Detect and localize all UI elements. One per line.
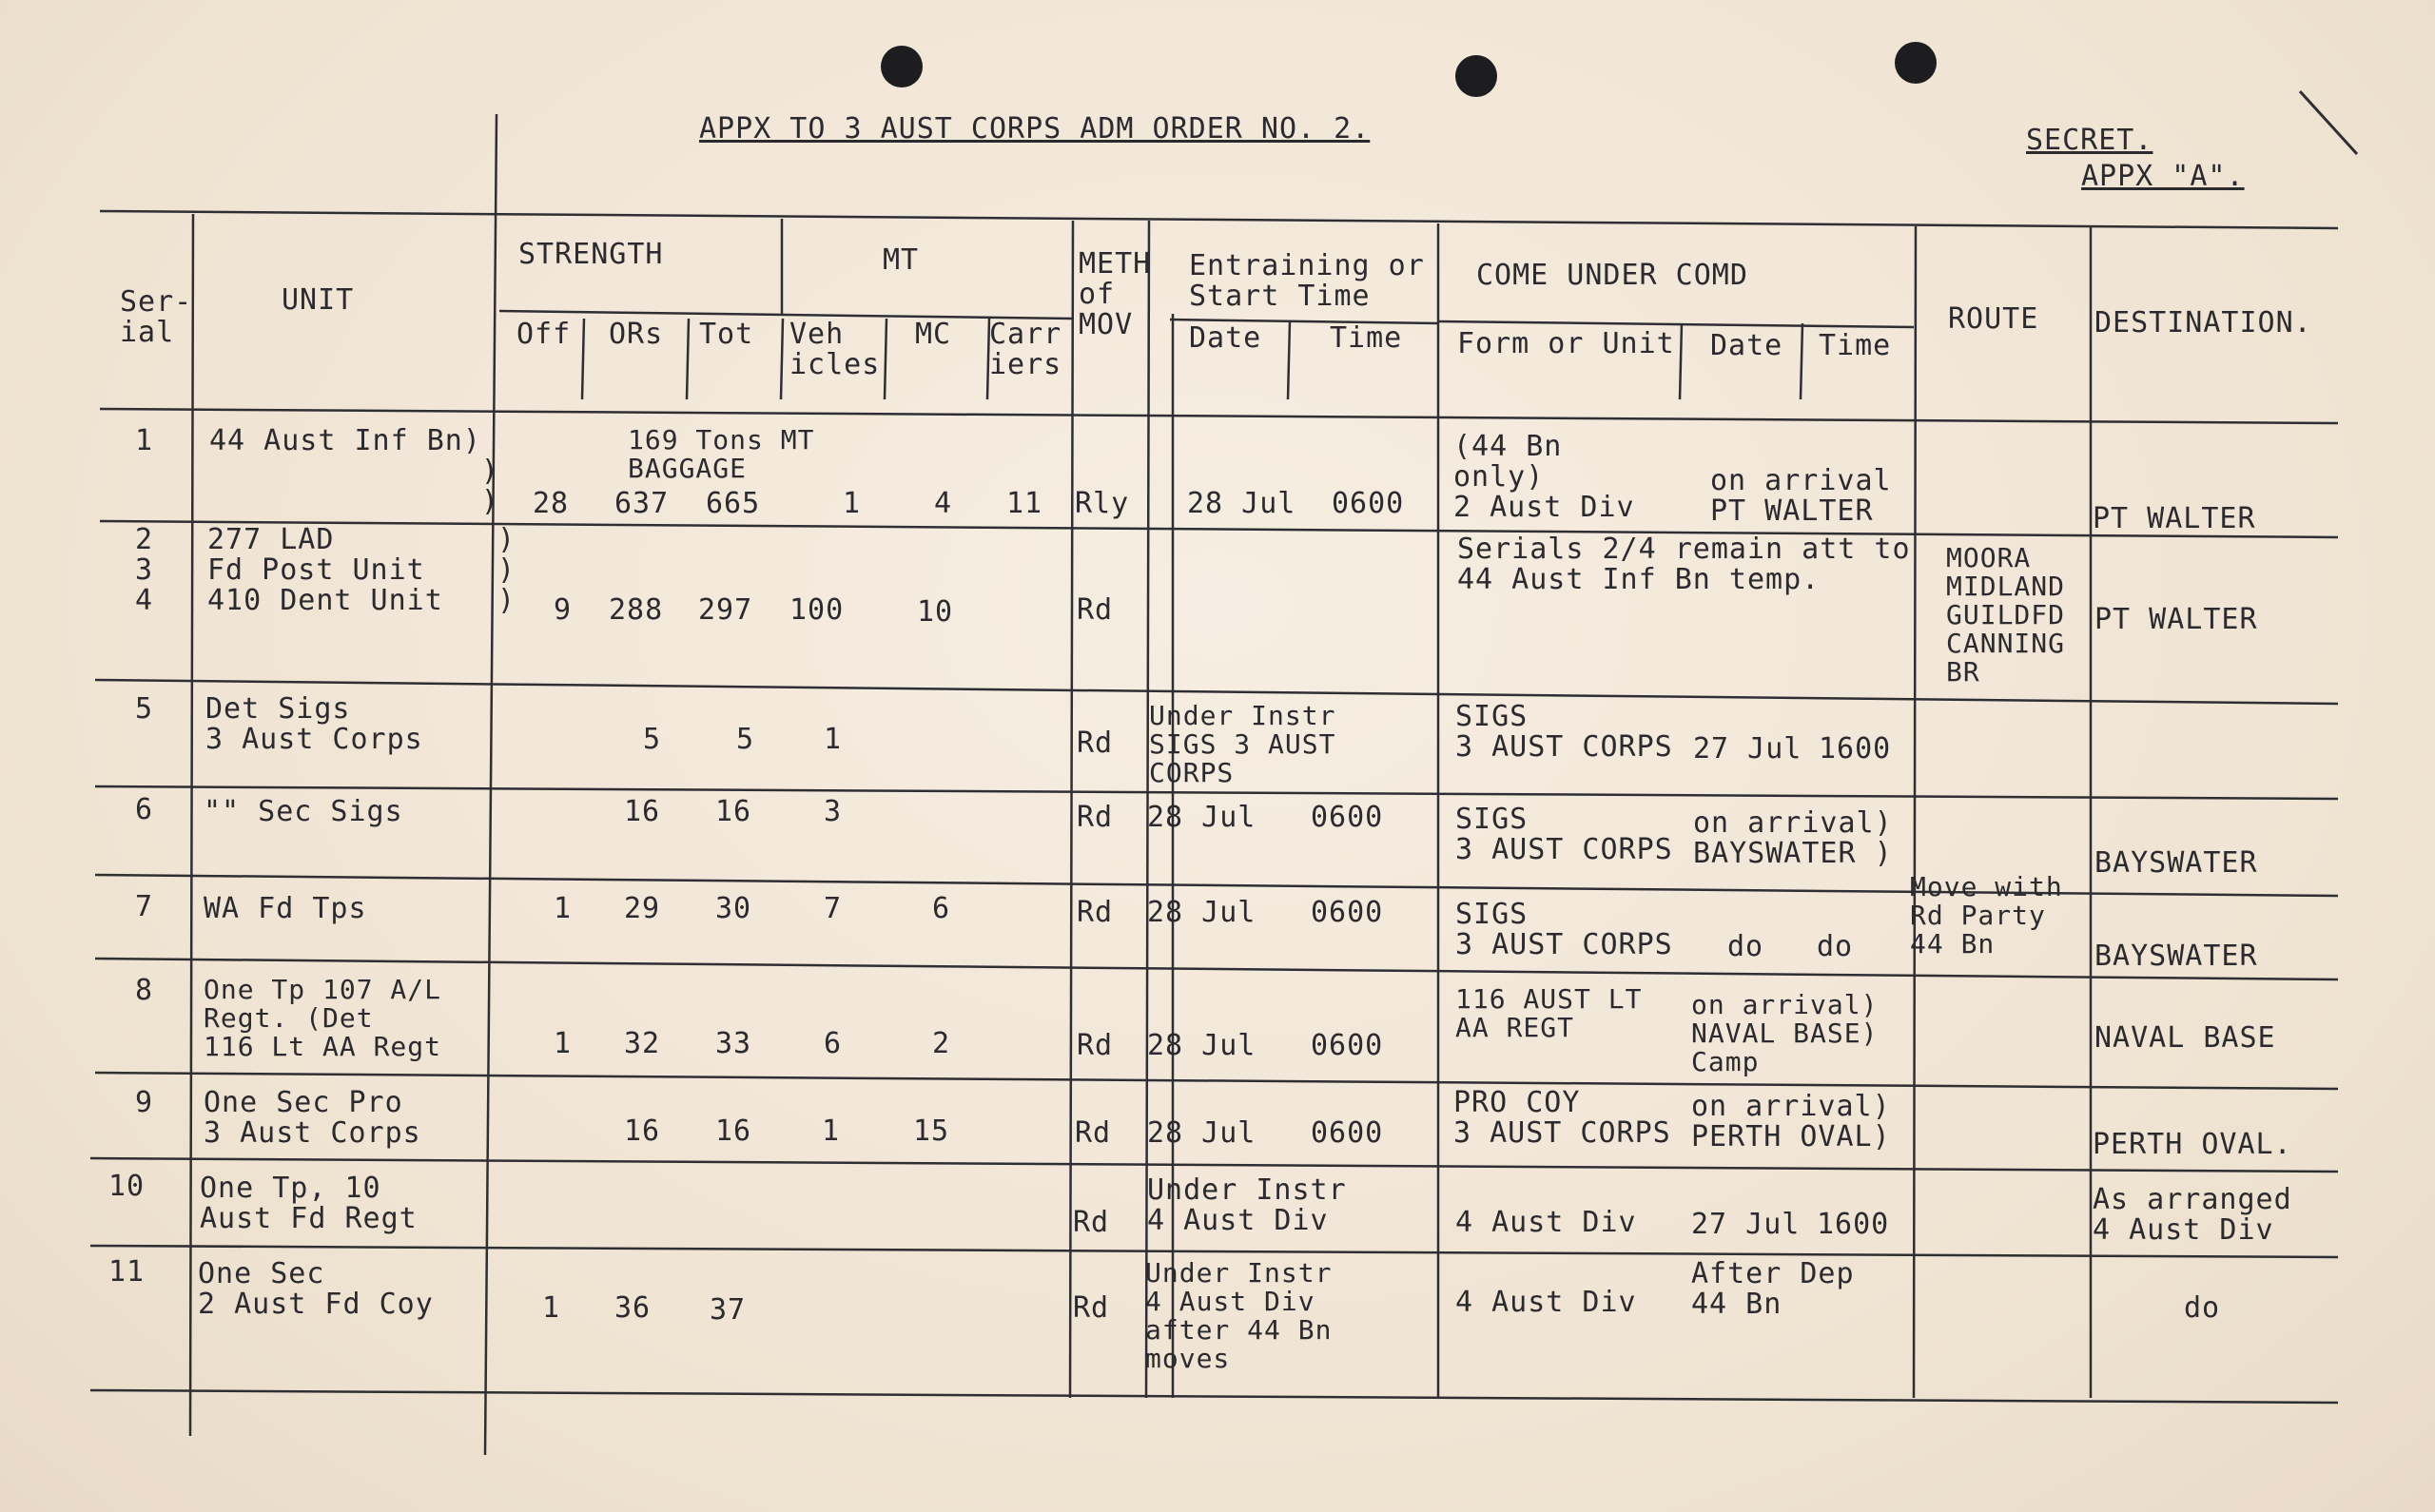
cell-ors: 36 — [614, 1291, 652, 1325]
cell-off: 1 — [554, 892, 573, 925]
cell-unit: 277 LAD ) Fd Post Unit ) 410 Dent Unit ) — [207, 523, 516, 617]
cell-form-unit: PRO COY 3 AUST CORPS — [1453, 1086, 1671, 1150]
cell-form-unit: Serials 2/4 remain att to 44 Aust Inf Bn temp. — [1457, 533, 1911, 596]
cell-meth: Rd — [1077, 727, 1114, 760]
cell-ors: 29 — [624, 892, 661, 925]
cell-destination: PT WALTER — [2093, 502, 2256, 535]
cell-cu-date: do — [1727, 930, 1764, 963]
cell-unit: WA Fd Tps — [204, 892, 367, 925]
cell-cu-date: 27 Jul — [1693, 732, 1802, 766]
cell-cu-date: on arrival) BAYSWATER ) — [1693, 806, 1893, 870]
col-header-entraining: Entraining or Start Time — [1189, 249, 1425, 313]
cell-meth: Rd — [1077, 1029, 1114, 1062]
cell-ent-date: 28 Jul — [1147, 1029, 1256, 1062]
col-header-serial: Ser- ial — [120, 285, 193, 349]
cell-tot: 5 — [736, 723, 755, 756]
cell-tot: 16 — [715, 795, 752, 828]
classification-label: SECRET. — [2026, 124, 2153, 157]
cell-ent-time: 0600 — [1311, 1116, 1384, 1150]
cell-cu-time: 1600 — [1819, 732, 1892, 766]
cell-meth: Rd — [1077, 896, 1114, 929]
cell-serial: 1 — [135, 424, 154, 457]
cell-mc: 6 — [932, 892, 951, 925]
col-header-meth: METH of MOV — [1079, 247, 1152, 341]
cell-vehicles: 1 — [824, 723, 843, 756]
cell-ent-time: 0600 — [1311, 1029, 1384, 1062]
cell-destination: BAYSWATER — [2094, 846, 2258, 880]
col-header-route: ROUTE — [1948, 302, 2039, 336]
cell-form-unit: 4 Aust Div — [1455, 1206, 1637, 1239]
cell-vehicles: 1 — [822, 1115, 841, 1148]
cell-cu-time: 1600 — [1817, 1208, 1890, 1241]
cell-tot: 30 — [715, 892, 752, 925]
cell-cu-time: do — [1817, 930, 1854, 963]
cell-ent-time: 0600 — [1311, 801, 1384, 834]
cell-meth: Rd — [1073, 1206, 1110, 1239]
cell-destination: PT WALTER — [2094, 603, 2258, 636]
cell-tot: 16 — [715, 1115, 752, 1148]
cell-destination: PERTH OVAL. — [2093, 1128, 2292, 1161]
cell-mc: 10 — [917, 595, 954, 629]
cell-ent-date: Under Instr SIGS 3 AUST CORPS — [1149, 700, 1336, 788]
cell-unit: 44 Aust Inf Bn) ) ) — [209, 424, 499, 518]
cell-cu-date: 27 Jul — [1691, 1208, 1801, 1241]
cell-route: MOORA MIDLAND GUILDFD CANNING BR — [1946, 542, 2066, 688]
cell-carriers: 11 — [1006, 487, 1043, 520]
cell-ent-date: Under Instr 4 Aust Div — [1147, 1173, 1347, 1237]
cell-form-unit: (44 Bn only) 2 Aust Div — [1453, 430, 1635, 524]
cell-serial: 11 — [108, 1255, 146, 1289]
cell-baggage-note: 169 Tons MT BAGGAGE — [628, 424, 815, 484]
cell-form-unit: 116 AUST LT AA REGT — [1455, 983, 1643, 1043]
cell-cu-date: on arrival) PERTH OVAL) — [1691, 1090, 1891, 1153]
cell-serial: 6 — [135, 793, 154, 826]
cell-ent-time: 0600 — [1311, 896, 1384, 929]
col-header-tot: Tot — [699, 318, 754, 351]
cell-off: 1 — [554, 1027, 573, 1060]
cell-serial: 9 — [135, 1086, 154, 1119]
col-header-off: Off — [516, 318, 572, 351]
cell-serial: 2 3 4 — [135, 523, 154, 617]
cell-meth: Rd — [1075, 1116, 1112, 1150]
cell-destination: do — [2184, 1291, 2221, 1325]
cell-vehicles: 7 — [824, 892, 843, 925]
col-header-unit: UNIT — [282, 283, 355, 317]
cell-unit: One Sec Pro 3 Aust Corps — [204, 1086, 421, 1150]
cell-serial: 8 — [135, 974, 154, 1007]
cell-ors: 32 — [624, 1027, 661, 1060]
col-header-come-under: COME UNDER COMD — [1476, 259, 1748, 292]
cell-form-unit: SIGS 3 AUST CORPS — [1455, 803, 1673, 866]
cell-route: Move with Rd Party 44 Bn — [1910, 871, 2063, 960]
cell-cu-date: on arrival) NAVAL BASE) Camp — [1691, 989, 1879, 1077]
document-title: APPX TO 3 AUST CORPS ADM ORDER NO. 2. — [699, 112, 1371, 145]
cell-ent-date: Under Instr 4 Aust Div after 44 Bn moves — [1145, 1257, 1333, 1374]
cell-mc: 15 — [913, 1115, 950, 1148]
cell-meth: Rd — [1077, 593, 1114, 627]
col-header-cu-date: Date — [1710, 329, 1783, 362]
col-header-ent-date: Date — [1189, 321, 1262, 355]
cell-tot: 297 — [698, 593, 753, 627]
cell-vehicles: 1 — [843, 487, 862, 520]
cell-ent-date: 28 Jul — [1187, 487, 1296, 520]
cell-ent-date: 28 Jul — [1147, 896, 1256, 929]
cell-tot: 33 — [715, 1027, 752, 1060]
cell-off: 9 — [554, 593, 573, 627]
cell-serial: 7 — [135, 890, 154, 923]
cell-ors: 16 — [624, 1115, 661, 1148]
cell-meth: Rd — [1073, 1291, 1110, 1325]
cell-serial: 10 — [108, 1170, 146, 1203]
col-header-ors: ORs — [609, 318, 664, 351]
cell-mc: 2 — [932, 1027, 951, 1060]
col-header-form-unit: Form or Unit — [1457, 327, 1675, 360]
cell-ors: 637 — [614, 487, 670, 520]
col-header-destination: DESTINATION. — [2094, 306, 2312, 339]
cell-meth: Rly — [1075, 487, 1130, 520]
cell-off: 28 — [533, 487, 570, 520]
col-header-carriers: Carr iers — [989, 318, 1062, 381]
cell-unit: "" Sec Sigs — [204, 795, 403, 828]
col-header-strength: STRENGTH — [518, 238, 664, 271]
cell-mc: 4 — [934, 487, 953, 520]
cell-ent-date: 28 Jul — [1147, 801, 1256, 834]
cell-unit: One Tp 107 A/L Regt. (Det 116 Lt AA Regt — [204, 974, 442, 1062]
cell-vehicles: 3 — [824, 795, 843, 828]
cell-unit: Det Sigs 3 Aust Corps — [205, 692, 423, 756]
col-header-mc: MC — [915, 318, 952, 351]
cell-cu-date: After Dep 44 Bn — [1691, 1257, 1855, 1321]
cell-ors: 5 — [643, 723, 662, 756]
cell-form-unit: SIGS 3 AUST CORPS — [1455, 898, 1673, 961]
appendix-label: APPX "A". — [2081, 160, 2245, 193]
cell-ors: 16 — [624, 795, 661, 828]
cell-off: 1 — [542, 1291, 561, 1325]
col-header-ent-time: Time — [1330, 321, 1403, 355]
cell-unit: One Tp, 10 Aust Fd Regt — [200, 1172, 418, 1235]
cell-vehicles: 100 — [789, 593, 845, 627]
cell-unit: One Sec 2 Aust Fd Coy — [198, 1257, 434, 1321]
col-header-vehicles: Veh icles — [789, 318, 881, 381]
cell-form-unit: 4 Aust Div — [1455, 1286, 1637, 1319]
cell-form-unit: SIGS 3 AUST CORPS — [1455, 700, 1673, 764]
cell-ors: 288 — [609, 593, 664, 627]
col-header-cu-time: Time — [1819, 329, 1892, 362]
cell-cu-date: on arrival PT WALTER — [1710, 464, 1892, 528]
cell-ent-date: 28 Jul — [1147, 1116, 1256, 1150]
cell-ent-time: 0600 — [1332, 487, 1405, 520]
cell-destination: As arranged 4 Aust Div — [2093, 1183, 2292, 1247]
cell-tot: 37 — [710, 1293, 747, 1327]
cell-tot: 665 — [706, 487, 761, 520]
cell-destination: NAVAL BASE — [2094, 1021, 2276, 1055]
cell-vehicles: 6 — [824, 1027, 843, 1060]
col-header-mt: MT — [883, 243, 920, 277]
cell-meth: Rd — [1077, 801, 1114, 834]
cell-destination: BAYSWATER — [2094, 940, 2258, 973]
cell-serial: 5 — [135, 692, 154, 726]
